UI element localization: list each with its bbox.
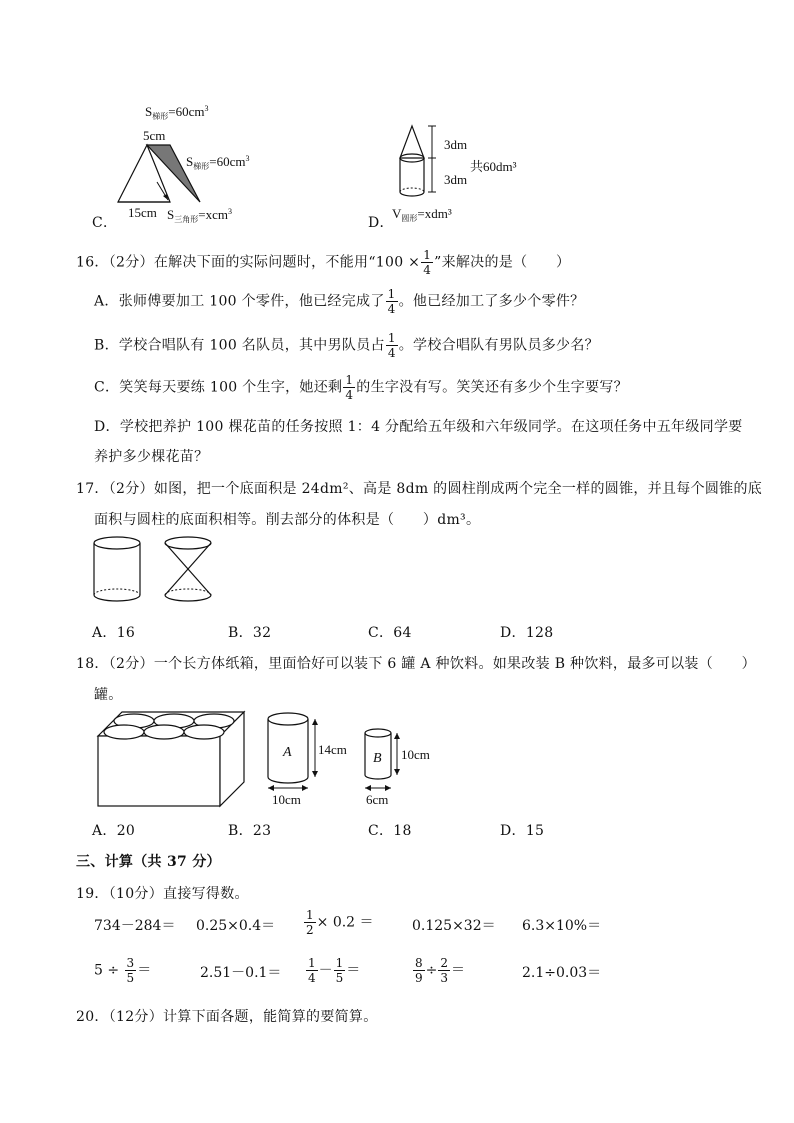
q16-c-fraction: $\frac{1}{4}$	[345, 373, 354, 402]
q18-option-d: D．15	[500, 823, 545, 839]
q17-stem-line2: 面积与圆柱的底面积相等。削去部分的体积是（ ）dm³。	[94, 512, 481, 528]
q17-stem-line1: 17．（2分）如图，把一个底面积是 24dm²、高是 8dm 的圆柱削成两个完全一样的圆锥，并且每个圆锥的底	[76, 481, 763, 497]
can-a-height-label: 14cm	[318, 742, 347, 757]
q16-option-d-line1: D．学校把养护 100 棵花苗的任务按照 1：4 分配给五年级和六年级同学。在这项任务中五年级同学要	[94, 419, 743, 435]
q16-b-fraction: $\frac{1}{4}$	[387, 331, 396, 360]
q17-double-cone-figure	[163, 535, 223, 610]
calc-r2-4-frac2: $\frac{2}{3}$	[440, 956, 449, 985]
c-s-right-label: $S_{梯形}=60cm^3$	[186, 154, 250, 171]
option-c-label: C．	[92, 215, 118, 231]
c-15cm-label: 15cm	[128, 205, 157, 220]
c-s-top-label: $S_{梯形}=60cm^3$	[145, 104, 209, 121]
c-5cm-label: 5cm	[143, 128, 166, 143]
calc-r1-2: 0.25×0.4＝	[196, 918, 276, 934]
figure-d-cone-cylinder	[390, 120, 550, 230]
q18-option-b: B．23	[228, 823, 272, 839]
calc-r1-1: 734－284＝	[94, 918, 176, 934]
d-3dm-top-label: 3dm	[444, 137, 468, 152]
q16-stem-text: 16．（2分）在解决下面的实际问题时，不能用“100 ×	[76, 254, 421, 271]
q17-cylinder-figure	[92, 535, 152, 610]
calc-r2-1-fraction: $\frac{3}{5}$	[126, 956, 135, 985]
q17-option-c: C．64	[368, 625, 412, 641]
q17-option-a: A．16	[92, 625, 136, 641]
q18-stem-line1: 18．（2分）一个长方体纸箱，里面恰好可以装下 6 罐 A 种饮料。如果改装 B 种饮料，最多可以装（ ）	[76, 656, 756, 672]
q16-fraction: $\frac{1}{4}$	[423, 248, 432, 277]
q17-option-d: D．128	[500, 625, 554, 641]
option-d-label: D．	[368, 215, 394, 231]
section3-title: 三、计算（共 37 分）	[76, 854, 221, 870]
d-3dm-bottom-label: 3dm	[444, 172, 468, 187]
calc-r1-3: $\frac{1}{2}$ × 0.2 ＝	[306, 908, 374, 937]
cyl-bottom	[400, 192, 424, 196]
cone-shape	[400, 126, 424, 158]
q16-a-fraction: $\frac{1}{4}$	[387, 287, 396, 316]
q19-stem: 19．（10分）直接写得数。	[76, 886, 249, 902]
q18-box-figure	[96, 710, 248, 808]
can-b-width-label: 6cm	[366, 792, 389, 807]
calc-r2-3-frac2: $\frac{1}{5}$	[335, 956, 344, 985]
calc-r1-5: 6.3×10%＝	[522, 918, 602, 934]
c-s-bottom-label: $S_{三角形}=xcm^3$	[167, 207, 232, 224]
q18-option-c: C．18	[368, 823, 412, 839]
calc-r1-3-fraction: $\frac{1}{2}$	[306, 908, 314, 937]
can-a-label: A	[283, 745, 292, 760]
calc-r2-2: 2.51－0.1＝	[200, 965, 282, 981]
can-b-label: B	[373, 751, 382, 766]
can-a-width-label: 10cm	[272, 792, 301, 807]
q16-option-c: C．笑笑每天要练 100 个生字，她还剩 $\frac{1}{4}$ 的生字没有写。笑笑还有多少个生字要写？	[94, 373, 628, 402]
d-total-label: 共60dm³	[470, 159, 517, 174]
figure-c-trapezoid	[90, 100, 290, 230]
q20-stem: 20．（12分）计算下面各题，能简算的要简算。	[76, 1009, 378, 1025]
calc-r2-4-frac1: $\frac{8}{9}$	[415, 956, 423, 985]
q16-stem-tail: ”来解决的是（ ）	[434, 254, 571, 271]
cyl-bottom-back	[400, 188, 424, 192]
q16-stem	[76, 249, 570, 276]
calc-r2-4: $\frac{8}{9}$ ÷ $\frac{2}{3}$ ＝	[415, 956, 466, 985]
calc-r2-1: 5 ÷ $\frac{3}{5}$ ＝	[94, 956, 152, 985]
q16-option-d-line2: 养护多少棵花苗？	[94, 449, 209, 465]
q18-can-b-figure	[362, 728, 442, 812]
q16-option-a: A．张师傅要加工 100 个零件，他已经完成了 $\frac{1}{4}$ 。他已经加工了多少个零件？	[94, 287, 585, 316]
q17-option-b: B．32	[228, 625, 272, 641]
d-v-label: $V_{圆形}=xdm^3$	[392, 206, 452, 223]
q18-can-a-figure	[265, 712, 355, 812]
calc-r2-3: $\frac{1}{4}$ － $\frac{1}{5}$ ＝	[308, 956, 361, 985]
can-b-height-label: 10cm	[401, 747, 430, 762]
q16-option-b: B．学校合唱队有 100 名队员，其中男队员占 $\frac{1}{4}$ 。学校合唱队有男队员多少名？	[94, 331, 599, 360]
q18-stem-line2: 罐。	[94, 687, 123, 703]
calc-r2-3-frac1: $\frac{1}{4}$	[308, 956, 316, 985]
calc-r1-4: 0.125×32＝	[412, 918, 496, 934]
calc-r2-5: 2.1÷0.03＝	[522, 965, 602, 981]
q18-option-a: A．20	[92, 823, 136, 839]
